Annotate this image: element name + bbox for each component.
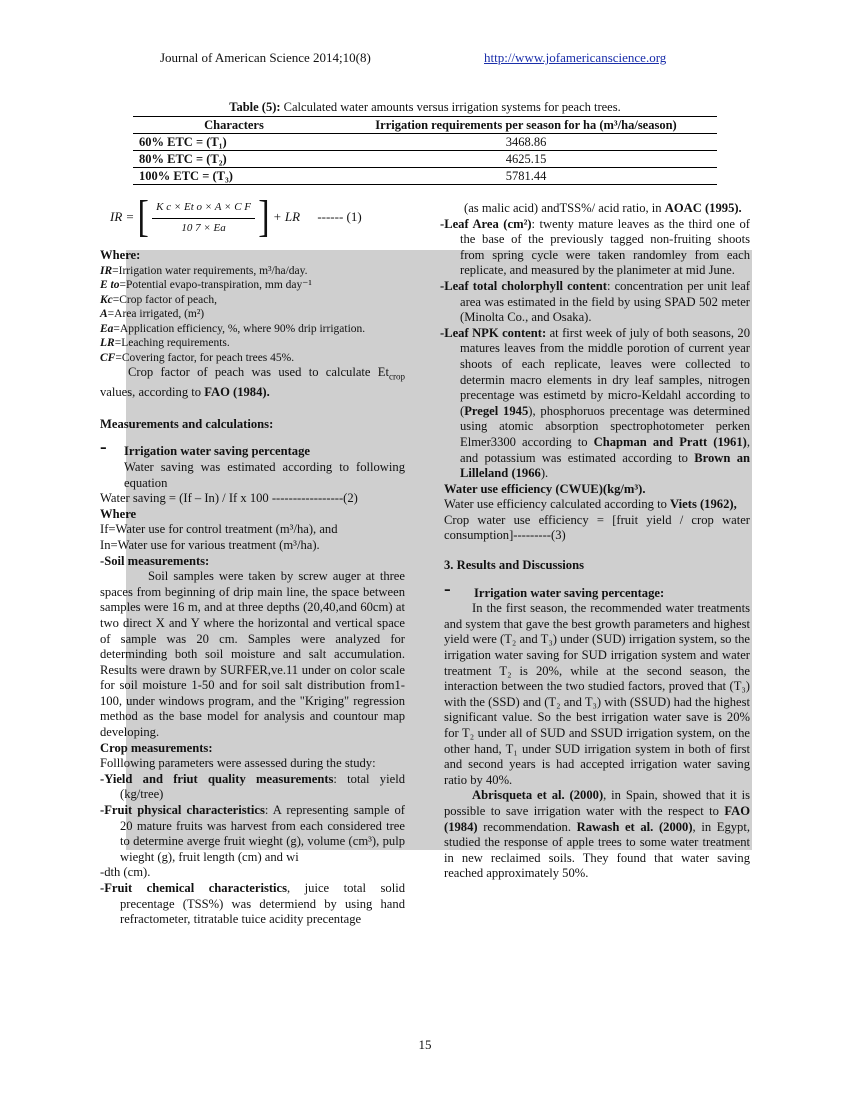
def-text: =Area irrigated, (m²) (107, 308, 205, 321)
definition-item (100, 336, 405, 351)
dth-line: -dth (cm). (100, 865, 151, 880)
def-text: =Crop factor of peach, (112, 293, 217, 306)
measurements-heading: Measurements and calculations: (100, 416, 274, 431)
def-text: =Leaching requirements. (114, 337, 230, 350)
table-cell-label: 60% ETC = (T₁) (133, 134, 335, 151)
rawash-ref: Rawash et al. (2000) (576, 819, 693, 834)
chemical-item (100, 881, 405, 928)
table-cell-value: 5781.44 (335, 168, 717, 185)
results-p2-text-c: , in Egypt, studied the response of apple trees to some water treatment in new reclaimed soils. They found that water saving reached approximately 50%. (444, 819, 750, 881)
yield-text: : total yield (kg/tree) (120, 771, 405, 802)
results-p2-text-b: recommendation. (477, 819, 577, 834)
wue-ref: Viets (1962), (670, 497, 737, 512)
aoac-text: (as malic acid) andTSS%/ acid ratio, in (464, 201, 665, 215)
formula-left-bracket: [ (137, 193, 149, 242)
chlorophyll-label: -Leaf total cholorphyll content (440, 278, 607, 293)
table-header-row (133, 117, 717, 134)
chemical-text: , juice total solid precentage (TSS%) was determiend by using hand refractometer, titratable tuice acidity precentage (120, 881, 405, 927)
def-text: =Covering factor, for peach trees 45%. (115, 351, 295, 364)
def-symbol: LR (100, 337, 115, 350)
ir-formula (110, 193, 362, 242)
aoac-ref: AOAC (1995). (664, 201, 742, 215)
aoac-continuation (440, 201, 750, 217)
formula-numerator: K c × Et o × A × C F (152, 200, 255, 219)
left-column (100, 248, 405, 928)
formula-lhs: IR = (110, 209, 135, 225)
npk-item (440, 326, 750, 482)
physical-item (100, 803, 405, 865)
if-definition: If=Water use for control treatment (m³/ha), and (100, 522, 338, 537)
table-col-characters: Characters (133, 117, 335, 134)
yield-item (100, 772, 405, 803)
crop-factor-paragraph (100, 365, 405, 401)
page-number: 15 (418, 1037, 432, 1052)
crop-factor-text-b: values, according to (100, 385, 205, 400)
leaf-area-text: : twenty mature leaves as the third one of the base of the previously tagged non-fruiting shoots from spring cycle were taken randomley from each replicate, and measured by the planimeter at mid June. (460, 216, 750, 278)
crop-heading: Crop measurements: (100, 740, 213, 755)
physical-label: -Fruit physical characteristics (100, 803, 265, 818)
table-cell-value: 3468.86 (335, 134, 717, 151)
npk-text-a: at first week of july of both seasons, 20 matures leaves from the middle porotion of current year shoots of each replicate, leaves were collected to determin macro elements in dry leaf samples, nitrogen precentage was estimetd by micro-Keldahl according to ( (460, 325, 750, 418)
table-cell-label: 100% ETC = (T₃) (133, 168, 335, 185)
results-heading: 3. Results and Discussions (444, 558, 584, 573)
def-symbol: Kc (100, 293, 113, 306)
npk-ref-pregel: Pregel 1945 (464, 403, 529, 418)
def-text: =Application efficiency, %, where 90% drip irrigation. (113, 322, 366, 335)
def-text: =Potential evapo-transpiration, mm day⁻¹ (119, 279, 312, 292)
chemical-label: -Fruit chemical characteristics (100, 881, 288, 896)
soil-heading: -Soil measurements: (100, 553, 210, 568)
formula-tail: + LR (272, 209, 301, 225)
leaf-area-label: -Leaf Area (cm²) (440, 216, 532, 231)
definition-item (100, 264, 405, 279)
saving-section (100, 436, 405, 491)
crop-factor-text: Crop factor of peach was used to calculate Et (128, 365, 389, 380)
formula-denominator: 10 7 × Ea (181, 221, 226, 234)
fao-ref: FAO (1984) (444, 803, 750, 834)
chlorophyll-text: : concentration per unit leaf area was estimated in the field by using SPAD 502 meter (Minolta Co., and Osaka). (460, 278, 750, 325)
in-definition: In=Water use for various treatment (m³/ha). (100, 537, 320, 552)
wue-paragraph (440, 497, 750, 513)
results-paragraph-1: In the first season, the recommended water treatments and system that gave the best growth parameters and highest yield were (T₂ and T₃) under (SUD) irrigation system, so the irrigation water saving for SUD irrigation system and water treatment T₂ is 20%, while at the second season, the interaction between the two studied factors, proved that (T₃) with the (SSD) and (T₂ and T₃) with (SSUD) had the highest significant value. So the best irrigation water save is 20% for T₂ under all of SUD and SSUD irrigation system, on the other hand, T₁ under SUD irrigation system in both of first and second years is had accepted irrigation water saving ratio by 40%. (444, 601, 750, 787)
table-row (133, 134, 717, 151)
definition-item (100, 322, 405, 337)
crop-intro: Folllowing parameters were assessed during the study: (100, 756, 376, 771)
def-symbol: IR (100, 264, 113, 277)
saving-heading: Irrigation water saving percentage (124, 444, 310, 459)
table-caption-label: Table (5): (229, 100, 281, 114)
results-sub-section (440, 577, 750, 602)
journal-header: Journal of American Science 2014;10(8) (160, 50, 371, 65)
def-symbol: E to (100, 279, 120, 292)
where-label: Where: (100, 248, 141, 262)
definition-item (100, 278, 405, 293)
leaf-area-item (440, 217, 750, 279)
table-col-requirements: Irrigation requirements per season for ha (m³/ha/season) (335, 117, 717, 134)
table-row (133, 151, 717, 168)
dash-bullet-icon: - (444, 577, 451, 600)
npk-ref-brown: Brown an Lilleland (1966 (460, 450, 750, 481)
where2-label: Where (100, 506, 137, 521)
saving-equation: Water saving = (If – In) / If x 100 -----------------(2) (100, 491, 358, 506)
wue-equation: Crop water use efficiency = [fruit yield / crop water consumption]---------(3) (444, 512, 750, 543)
definitions-list (100, 264, 405, 366)
wue-heading: Water use efficiency (CWUE)(kg/m³). (444, 481, 646, 496)
physical-text: : A representing sample of 20 mature fruits was harvest from each considered tree to determine averge fruit wieght (g), volume (cm³), pulp wieght (g), fruit length (cm) and wi (120, 803, 405, 864)
yield-label: -Yield and friut quality measurements (100, 771, 334, 786)
irrigation-table (133, 116, 717, 185)
dash-bullet-icon: - (100, 436, 107, 459)
def-symbol: A (100, 308, 108, 321)
results-paragraph-2 (440, 788, 750, 882)
def-text: =Irrigation water requirements, m³/ha/day. (112, 264, 308, 277)
crop-factor-sub: crop (389, 371, 405, 382)
crop-factor-ref: FAO (1984). (204, 385, 270, 400)
formula-number: ------ (1) (317, 209, 362, 225)
table-cell-value: 4625.15 (335, 151, 717, 168)
soil-paragraph: Soil samples were taken by screw auger at three spaces from beginning of drip main line, the space between samples were 16 m, and at three depths (20,40,and 60cm) at two direct X and Y where the horizontal and vertical space of sample was 20 cm. Samples were analyzed for determinding both soil moisture and salt accumulation. Results were drawn by SURFER,ve.11 under on color scale for soil moisture 1-50 and for soil salt distribution from1-100, under windows program, and the "Kriging" regression method as the base model for analysis and countour map developing. (100, 569, 405, 740)
saving-text: Water saving was estimated according to following equation (124, 459, 405, 490)
npk-label: -Leaf NPK content: (440, 325, 547, 340)
definition-item (100, 307, 405, 322)
table-caption (133, 100, 717, 116)
journal-url-link[interactable]: http://www.jofamericanscience.org (484, 50, 667, 65)
wue-text: Water use efficiency calculated according to (444, 497, 671, 512)
npk-ref-chapman: Chapman and Pratt (1961) (593, 434, 747, 449)
formula-fraction (152, 200, 255, 236)
table-caption-text: Calculated water amounts versus irrigation systems for peach trees. (280, 100, 621, 114)
definition-item (100, 351, 405, 366)
chlorophyll-item (440, 279, 750, 326)
formula-right-bracket: ] (258, 193, 270, 242)
def-symbol: Ea (100, 322, 114, 335)
npk-text-d: ). (540, 466, 549, 481)
abrisqueta-ref: Abrisqueta et al. (2000) (472, 788, 604, 803)
table-row (133, 168, 717, 185)
def-symbol: CF (100, 351, 116, 364)
npk-text-c: , and potassium was estimated according to (460, 434, 750, 465)
results-subheading: Irrigation water saving percentage: (474, 585, 665, 600)
table-cell-label: 80% ETC = (T₂) (133, 151, 335, 168)
npk-text-b: ), phosphoruos precentage was determined using atomic absorption spectrophotometer perken Elmer3300 according to (460, 403, 750, 449)
results-p2-text-a: , in Spain, showed that it is possible to save irrigation water with the respect to (444, 788, 750, 818)
right-column (440, 201, 750, 882)
definition-item (100, 293, 405, 308)
